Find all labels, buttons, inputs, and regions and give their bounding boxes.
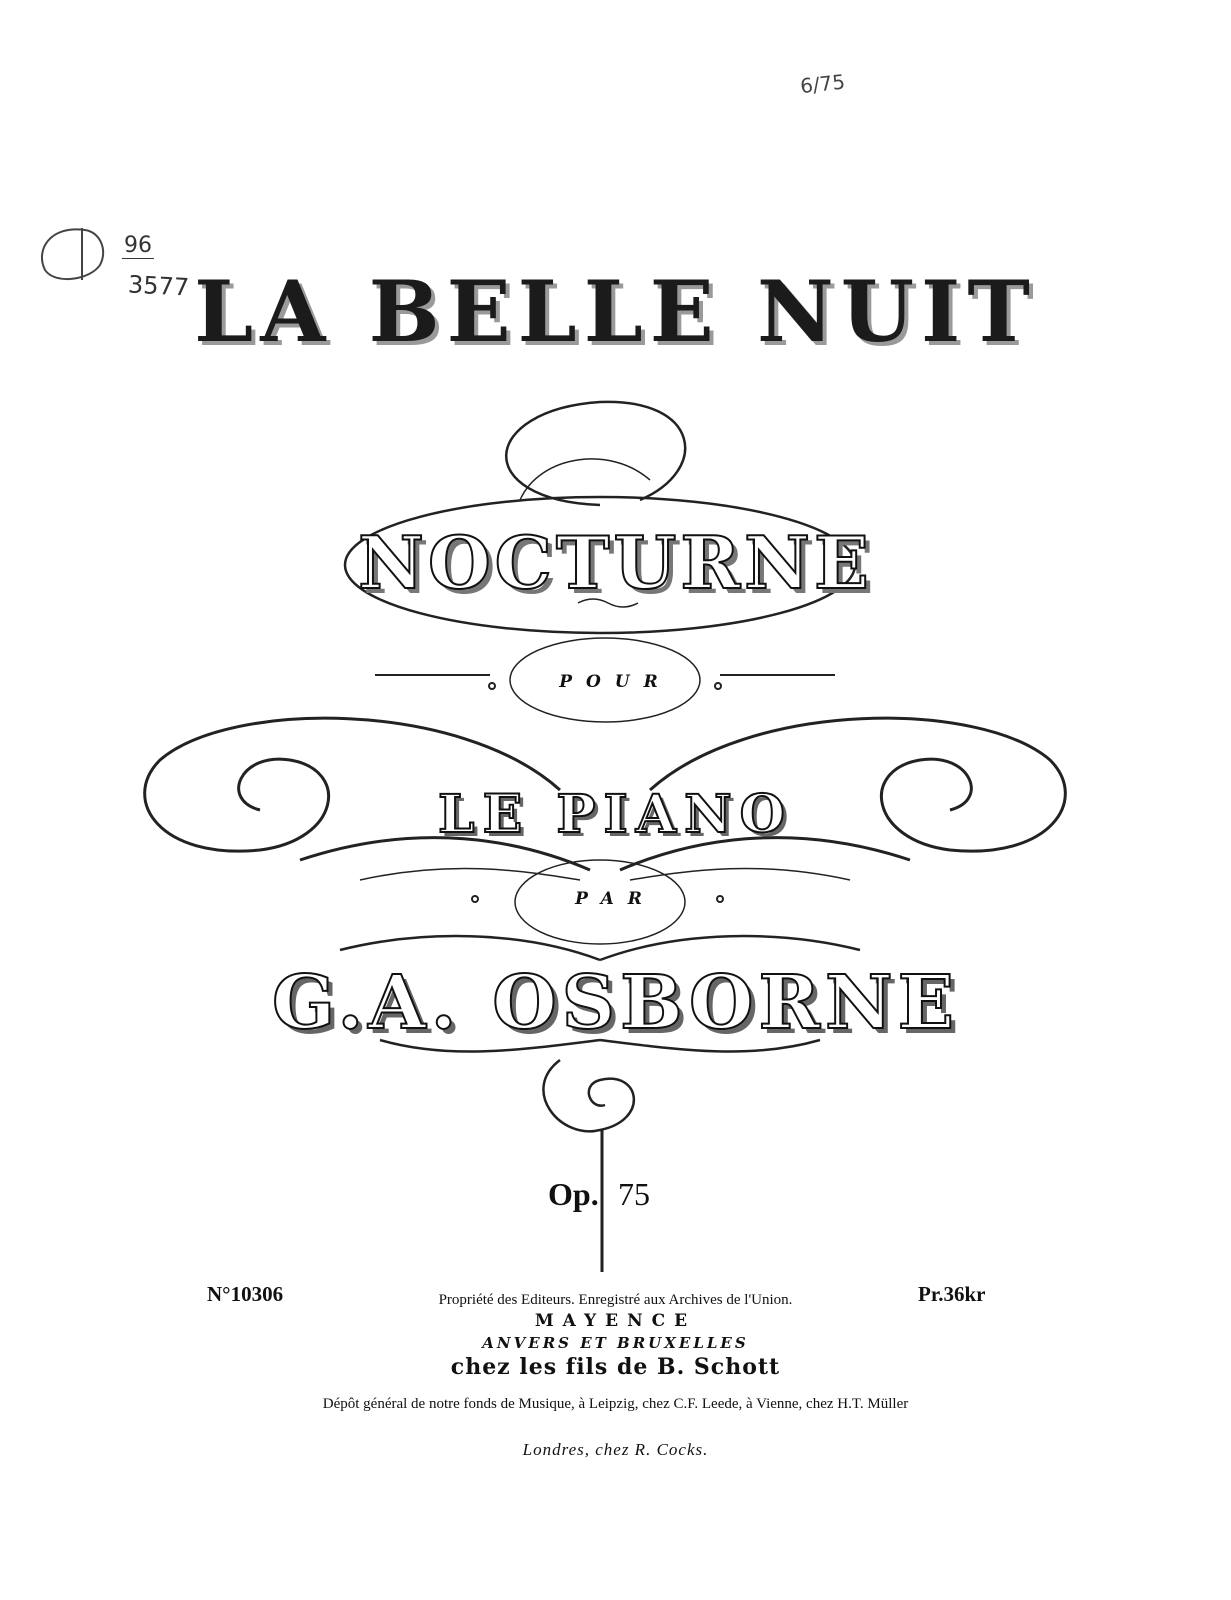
par-label: PAR bbox=[575, 889, 656, 909]
work-title: LA BELLE NUIT bbox=[194, 262, 1037, 361]
flourish-top-loop bbox=[506, 402, 685, 505]
rights-notice: Propriété des Editeurs. Enregistré aux Archives de l'Union. bbox=[438, 1292, 793, 1308]
publisher-name: chez les fils de B. Schott bbox=[450, 1354, 781, 1380]
shelfmark-bottom: 3577 bbox=[127, 270, 190, 302]
handwritten-corner-note: 6/75 bbox=[798, 69, 847, 99]
composer-name: G.A. OSBORNE bbox=[271, 960, 960, 1046]
publisher-city: MAYENCE bbox=[534, 1311, 697, 1331]
publisher-cities: ANVERS ET BRUXELLES bbox=[482, 1334, 749, 1352]
opus-label: Op. bbox=[548, 1176, 599, 1212]
shelfmark-top: 96 bbox=[124, 233, 152, 258]
genre-heading: NOCTURNE bbox=[358, 520, 873, 605]
teardrop-flourish bbox=[543, 1060, 633, 1131]
pour-label: POUR bbox=[559, 672, 672, 692]
depot-notice: Dépôt général de notre fonds de Musique, à Leipzig, chez C.F. Leede, à Vienne, chez H.T. Müller bbox=[322, 1396, 909, 1412]
instrument-heading: LE PIANO bbox=[438, 784, 793, 845]
plate-number: N°10306 bbox=[207, 1282, 284, 1306]
london-agent: Londres, chez R. Cocks. bbox=[522, 1440, 709, 1459]
opus-number: 75 bbox=[618, 1176, 650, 1212]
swash-left-2 bbox=[360, 868, 580, 880]
price: Pr.36kr bbox=[918, 1282, 986, 1306]
